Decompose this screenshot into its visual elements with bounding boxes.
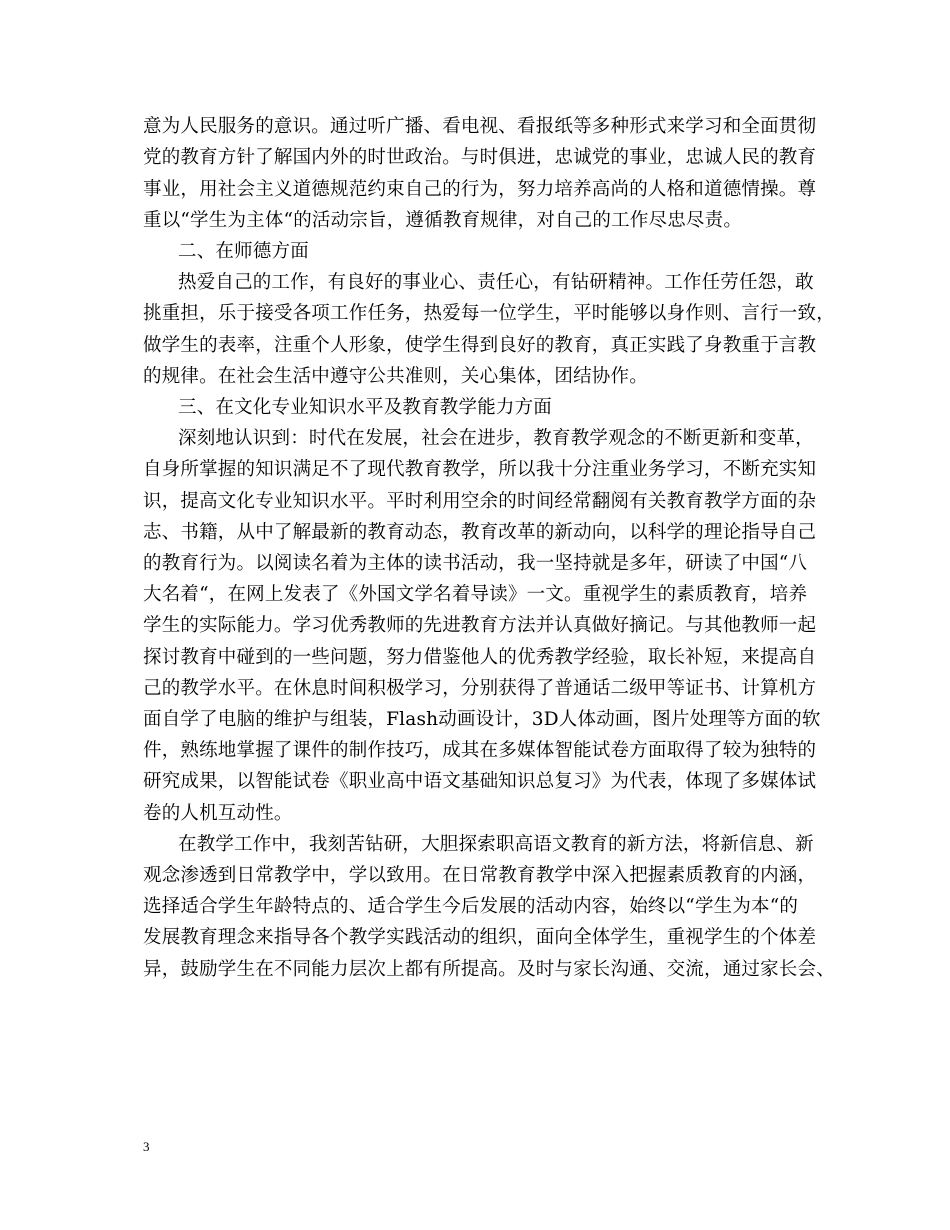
text-line: 的规律。在社会生活中遵守公共准则，关心集体，团结协作。 <box>143 366 648 387</box>
text-line: 识，提高文化专业知识水平。平时利用空余的时间经常翻阅有关教育教学方面的杂 <box>143 491 817 512</box>
text-line: 深刻地认识到：时代在发展，社会在进步，教育教学观念的不断更新和变革， <box>178 428 814 449</box>
text-line: 选择适合学生年龄特点的、适合学生今后发展的活动内容，始终以“学生为本“的 <box>143 896 799 917</box>
page-number: 3 <box>143 1139 150 1154</box>
text-line: 的教育行为。以阅读名着为主体的读书活动，我一坚持就是多年，研读了中国“八 <box>143 553 808 574</box>
text-line: 件，熟练地掌握了课件的制作技巧，成其在多媒体智能试卷方面取得了较为独特的 <box>143 740 817 761</box>
text-line: 发展教育理念来指导各个教学实践活动的组织，面向全体学生，重视学生的个体差 <box>143 927 817 948</box>
text-line: 事业，用社会主义道德规范约束自己的行为，努力培养高尚的人格和道德情操。尊 <box>143 179 817 200</box>
text-line: 卷的人机互动性。 <box>143 803 293 824</box>
text-line: 挑重担，乐于接受各项工作任务，热爱每一位学生，平时能够以身作则、言行一致， <box>143 303 835 324</box>
text-line: 观念渗透到日常教学中，学以致用。在日常教育教学中深入把握素质教育的内涵， <box>143 865 817 886</box>
text-line: 异，鼓励学生在不同能力层次上都有所提高。及时与家长沟通、交流，通过家长会、 <box>143 959 835 980</box>
text-line: 意为人民服务的意识。通过听广播、看电视、看报纸等多种形式来学习和全面贯彻 <box>143 116 817 137</box>
text-line: 研究成果，以智能试卷《职业高中语文基础知识总复习》为代表，体现了多媒体试 <box>143 771 817 792</box>
section-heading-teacher-ethics: 二、在师德方面 <box>178 241 309 262</box>
text-line: 大名着“，在网上发表了《外国文学名着导读》一文。重视学生的素质教育，培养 <box>143 584 808 605</box>
text-line: 志、书籍，从中了解最新的教育动态，教育改革的新动向，以科学的理论指导自己 <box>143 522 817 543</box>
text-line: 做学生的表率，注重个人形象，使学生得到良好的教育，真正实践了身教重于言教 <box>143 335 817 356</box>
text-line: 在教学工作中，我刻苦钻研，大胆探索职高语文教育的新方法，将新信息、新 <box>178 834 814 855</box>
section-heading-professional-knowledge: 三、在文化专业知识水平及教育教学能力方面 <box>178 397 553 418</box>
text-line: 面自学了电脑的维护与组装，Flash动画设计，3D人体动画，图片处理等方面的软 <box>143 709 821 730</box>
text-line: 自身所掌握的知识满足不了现代教育教学，所以我十分注重业务学习，不断充实知 <box>143 459 817 480</box>
text-line: 探讨教育中碰到的一些问题，努力借鉴他人的优秀教学经验，取长补短，来提高自 <box>143 647 817 668</box>
text-line: 己的教学水平。在休息时间积极学习，分别获得了普通话二级甲等证书、计算机方 <box>143 678 817 699</box>
text-line: 学生的实际能力。学习优秀教师的先进教育方法并认真做好摘记。与其他教师一起 <box>143 615 817 636</box>
text-line: 热爱自己的工作，有良好的事业心、责任心，有钻研精神。工作任劳任怨，敢 <box>178 272 814 293</box>
text-line: 党的教育方针了解国内外的时世政治。与时俱进，忠诚党的事业，忠诚人民的教育 <box>143 147 817 168</box>
text-line: 重以“学生为主体“的活动宗旨，遵循教育规律，对自己的工作尽忠尽责。 <box>143 210 743 231</box>
